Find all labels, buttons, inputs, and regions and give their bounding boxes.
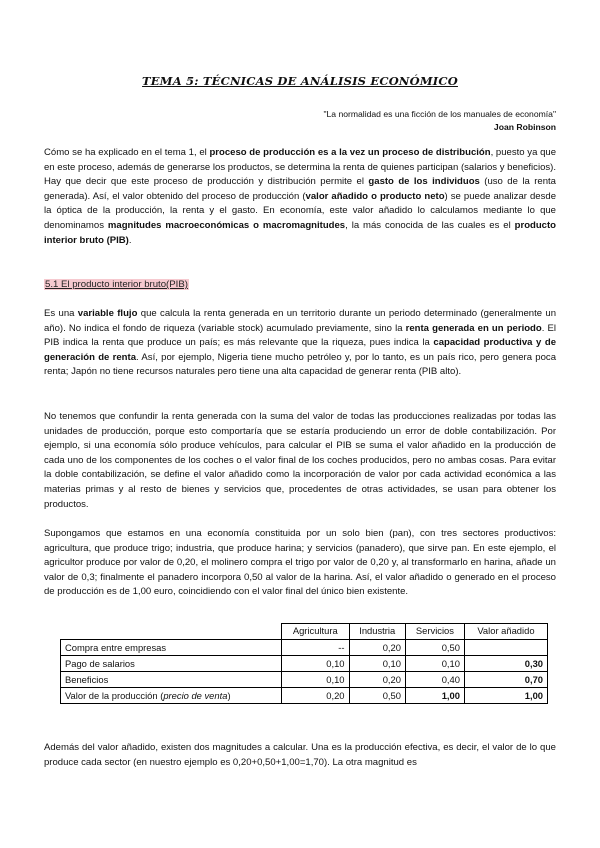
table-header: Industria (349, 624, 405, 640)
table-header-blank (61, 624, 282, 640)
paragraph-intro: Cómo se ha explicado en el tema 1, el proceso de producción es a la vez un proceso de distribución, puesto ya que en este proceso, además de generarse los productos, se determina la renta de quienes participan (salarios y beneficios). Hay que decir que este proceso de producción y distribución permite el gasto de los individuos (uso de la renta generada). Así, el valor obtenido del proceso de producción (valor añadido o producto neto) se puede analizar desde la óptica de la producción, la renta y el gasto. En economía, este valor añadido lo calculamos mediante lo que denominamos magnitudes macroeconómicas o macromagnitudes, la más conocida de las cuales es el producto interior bruto (PIB). (44, 147, 557, 246)
row-label: Valor de la producción (precio de venta) (61, 688, 282, 704)
table-header: Agricultura (282, 624, 350, 640)
table-cell: 0,20 (282, 688, 350, 704)
table-cell: 0,10 (282, 656, 350, 672)
table-cell: 1,00 (405, 688, 464, 704)
table-cell: 1,00 (464, 688, 547, 704)
table-cell (464, 640, 547, 656)
table-cell: 0,50 (405, 640, 464, 656)
table-cell: 0,30 (464, 656, 547, 672)
table-cell: 0,10 (282, 672, 350, 688)
row-label: Compra entre empresas (61, 640, 282, 656)
section-heading: 5.1 El producto interior bruto(PIB) (45, 279, 188, 290)
table-cell: 0,20 (349, 640, 405, 656)
epigraph-text: "La normalidad es una ficción de los manuales de economía" (323, 109, 556, 119)
epigraph (323, 108, 556, 134)
table-cell: -- (282, 640, 350, 656)
row-label: Beneficios (61, 672, 282, 688)
table-cell: 0,10 (405, 656, 464, 672)
table-cell: 0,70 (464, 672, 547, 688)
epigraph-author: Joan Robinson (493, 122, 556, 132)
paragraph-effective-production: Además del valor añadido, existen dos magnitudes a calcular. Una es la producción efectiva, es decir, el valor de lo que produce cada sector (en nuestro ejemplo es 0,20+0,50+1,00=1,70). La otra magnitud es (44, 742, 556, 768)
table-row (61, 672, 548, 688)
table-row (61, 656, 548, 672)
value-added-table (60, 623, 548, 704)
table-row (61, 640, 548, 656)
table-cell: 0,40 (405, 672, 464, 688)
table-header-row (61, 624, 548, 640)
paragraph-pib-definition: Es una variable flujo que calcula la renta generada en un territorio durante un periodo determinado (generalmente un año). No indica el fondo de riqueza (variable stock) acumulado previamente, sino la renta generada en un periodo. El PIB indica la renta que produce un país; es más relevante que la riqueza, pues indica la capacidad productiva y de generación de renta. Así, por ejemplo, Nigeria tiene mucho petróleo y, por lo tanto, es un país rico, pero genera poca renta; Japón no tiene recursos naturales pero tiene una alta capacidad de generar renta (PIB alto). (44, 308, 557, 378)
paragraph-double-counting: No tenemos que confundir la renta generada con la suma del valor de todas las producciones realizadas por todas las unidades de producción, porque esto comportaría que se estaría produciendo un error de doble contabilización. Por ejemplo, si una economía sólo produce vehículos, para calcular el PIB se suma el valor añadido en la producción de cada uno de los componentes de los coches o el valor final de los coches producidos, pero no ambas cosas. Para evitar la doble contabilización, se define el valor añadido como la incorporación de valor por cada actividad económica a las materias primas y al resto de bienes y servicios que, procedentes de otras actividades, se usan para obtener los productos. (44, 411, 556, 510)
table-header: Servicios (405, 624, 464, 640)
table-cell: 0,10 (349, 656, 405, 672)
table-cell: 0,50 (349, 688, 405, 704)
table-cell: 0,20 (349, 672, 405, 688)
page-title: TEMA 5: TÉCNICAS DE ANÁLISIS ECONÓMICO (142, 74, 458, 88)
paragraph-bread-example: Supongamos que estamos en una economía constituida por un solo bien (pan), con tres sectores productivos: agricultura, que produce trigo; industria, que produce harina; y servicios (panadero), que sirve pan. En este ejemplo, el agricultor produce por valor de 0,20, el molinero compra el trigo por valor de 0,20 y, al transformarlo en harina, añade un valor de 0,3; finalmente el panadero incorpora 0,50 al valor de la harina. Así, el valor añadido o generado en el proceso de producción es de 1,00 euro, coincidiendo con el valor final del único bien existente. (44, 528, 556, 598)
table-row-total (61, 688, 548, 704)
table-header: Valor añadido (464, 624, 547, 640)
row-label: Pago de salarios (61, 656, 282, 672)
